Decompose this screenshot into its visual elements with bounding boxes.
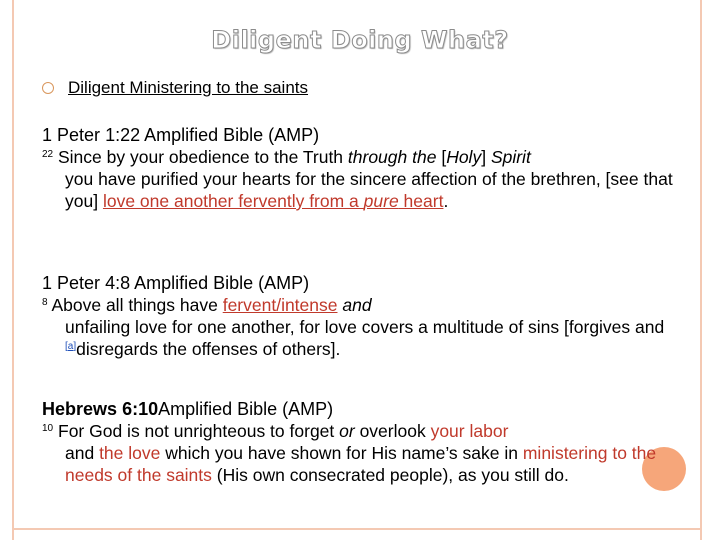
- passage-hebrews-6-10: [42, 398, 682, 486]
- text-segment: you have purified your hearts for the sincere affection of the brethren, [see that you]: [65, 169, 673, 211]
- footnote-link[interactable]: [a]: [65, 341, 77, 352]
- text-segment: Spirit: [490, 147, 531, 167]
- bullet-point: [42, 76, 308, 100]
- text-segment: ]: [481, 147, 491, 167]
- highlight-segment: your labor: [430, 421, 509, 441]
- text-segment: and: [342, 295, 372, 315]
- slide-frame-bottom: [12, 528, 702, 530]
- passage-heading: [42, 398, 682, 420]
- text-segment: Holy: [446, 147, 482, 167]
- text-segment: unfailing love for one another, for love covers a multitude of sins [forgives and: [65, 317, 665, 337]
- passage-heading: [42, 272, 682, 294]
- text-segment: Since by your obedience to the Truth: [58, 147, 348, 167]
- passage-text: [42, 146, 682, 212]
- highlight-segment: love one another fervently from a: [102, 191, 364, 211]
- passage-continuation: [42, 316, 682, 360]
- verse-number: 22: [42, 149, 54, 160]
- passage-chapter-verse: 1:22: [105, 125, 141, 145]
- verse-number: 10: [42, 423, 54, 434]
- passage-text: [42, 294, 682, 360]
- passage-book: Hebrews: [42, 399, 118, 419]
- text-segment: and: [65, 443, 100, 463]
- passage-book: 1 Peter: [42, 125, 101, 145]
- text-segment: through the: [347, 147, 437, 167]
- text-segment: or: [339, 421, 355, 441]
- passage-version: Amplified Bible (AMP): [134, 273, 310, 293]
- passage-chapter-verse: 6:10: [122, 399, 159, 419]
- passage-version: Amplified Bible (AMP): [144, 125, 320, 145]
- text-segment: Above all things have: [51, 295, 223, 315]
- text-segment: overlook: [354, 421, 431, 441]
- slide-frame-right: [700, 0, 702, 540]
- text-segment: disregards the offenses of others].: [76, 339, 341, 359]
- passage-1-peter-1-22: [42, 124, 682, 212]
- text-segment: which you have shown for His name’s sake in: [160, 443, 523, 463]
- text-segment: [: [436, 147, 447, 167]
- slide-frame-left: [12, 0, 14, 540]
- slide-title: Diligent Doing What?: [211, 26, 509, 54]
- hollow-circle-bullet-icon: [42, 82, 54, 94]
- passage-version: Amplified Bible (AMP): [158, 399, 334, 419]
- bullet-text[interactable]: Diligent Ministering to the saints: [68, 78, 309, 97]
- passage-book: 1 Peter: [42, 273, 101, 293]
- highlight-segment: the love: [99, 443, 161, 463]
- highlight-segment: fervent/intense: [222, 295, 338, 315]
- passage-continuation: [42, 168, 682, 212]
- highlight-segment: pure: [363, 191, 399, 211]
- text-segment: .: [443, 191, 449, 211]
- footnote-marker[interactable]: a: [67, 341, 74, 352]
- passage-continuation: [42, 442, 682, 486]
- verse-number: 8: [42, 297, 48, 308]
- text-segment: (His own consecrated people), as you still do.: [211, 465, 569, 485]
- highlight-segment: ministering to the needs of the saints: [65, 443, 657, 485]
- passage-text: [42, 420, 682, 486]
- text-segment: For God is not unrighteous to forget: [58, 421, 340, 441]
- passage-chapter-verse: 4:8: [105, 273, 131, 293]
- passage-heading: [42, 124, 682, 146]
- passage-1-peter-4-8: [42, 272, 682, 360]
- highlight-segment: heart: [398, 191, 444, 211]
